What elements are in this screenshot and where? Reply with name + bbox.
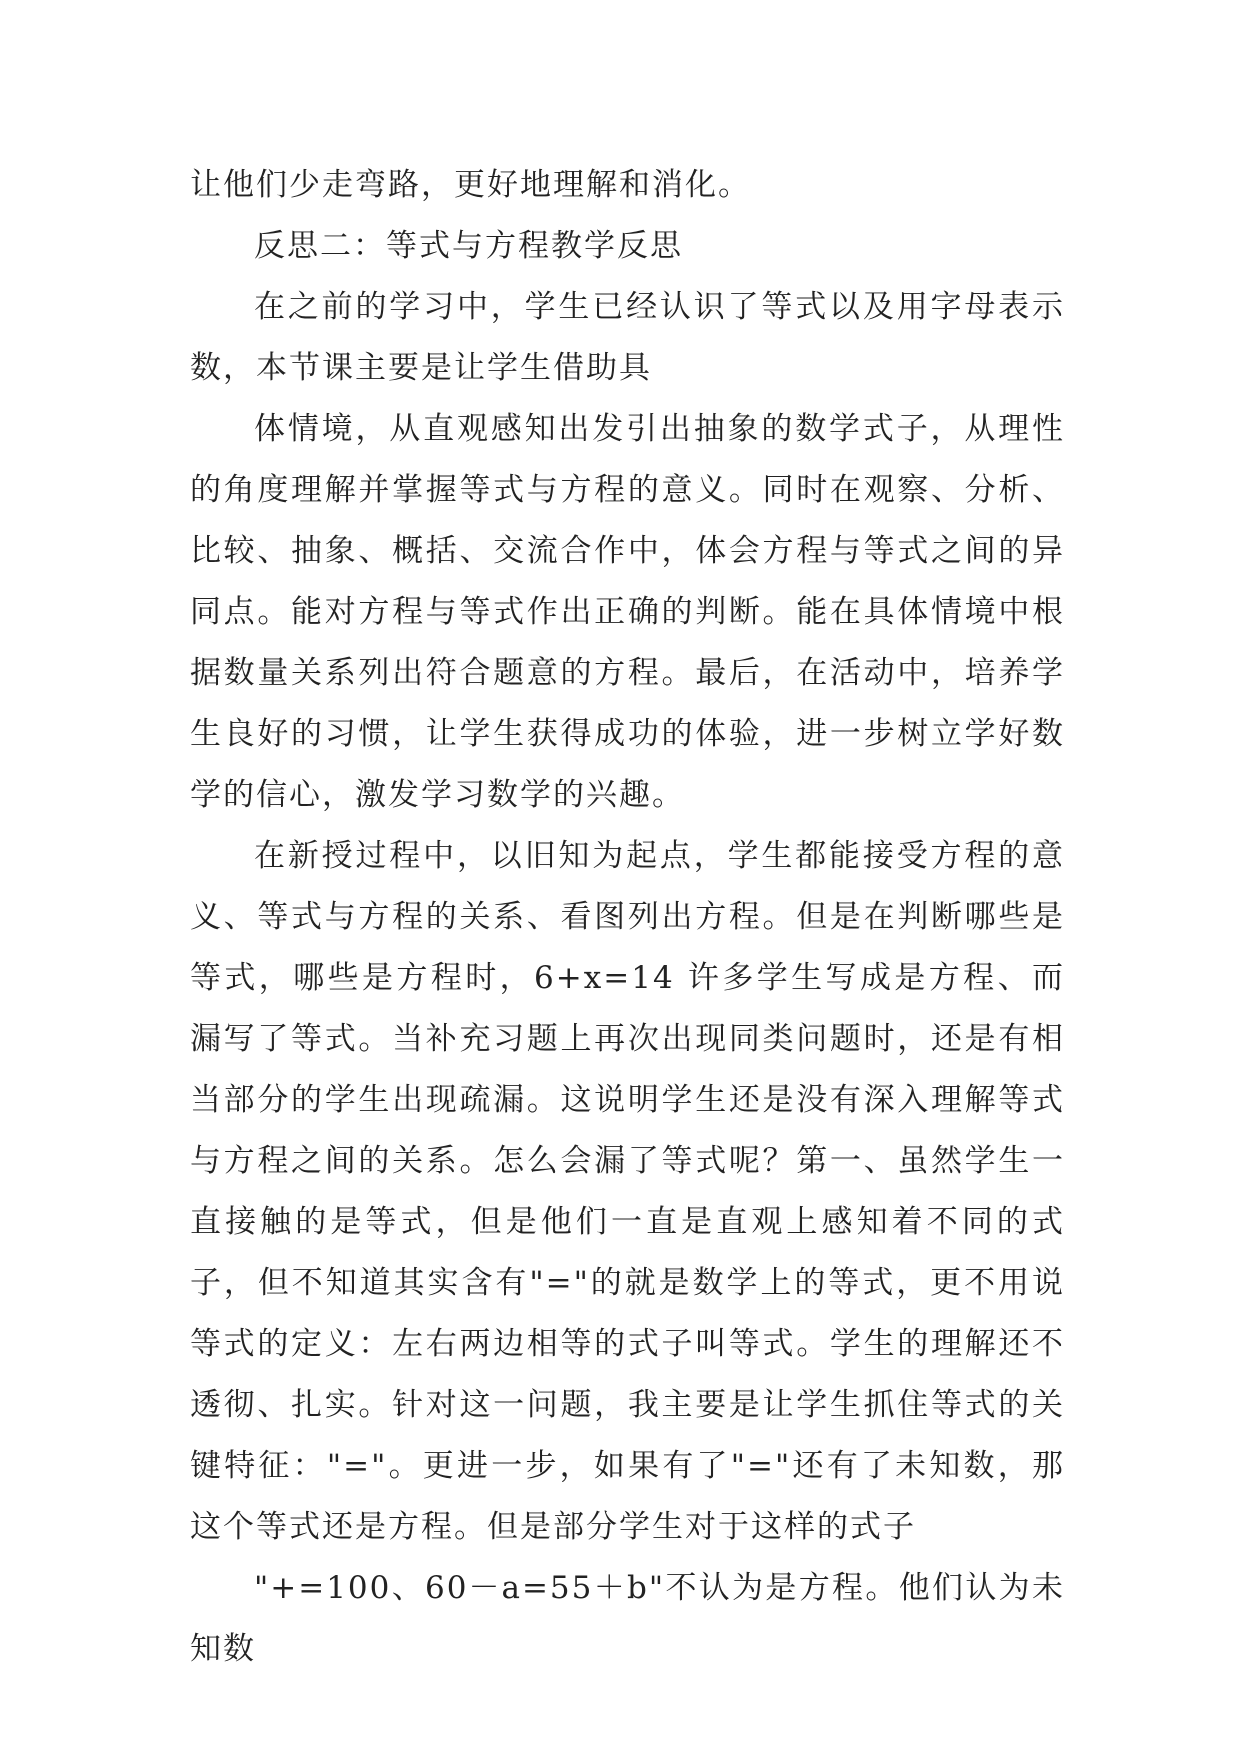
paragraph: 在之前的学习中，学生已经认识了等式以及用字母表示数，本节课主要是让学生借助具: [190, 289, 1065, 386]
paragraph: 让他们少走弯路，更好地理解和消化。: [190, 167, 751, 203]
paragraph: "+=100、60－a=55＋b"不认为是方程。他们认为未知数: [190, 1570, 1065, 1667]
paragraph-heading: 反思二：等式与方程教学反思: [254, 228, 683, 264]
paragraph: 在新授过程中，以旧知为起点，学生都能接受方程的意义、等式与方程的关系、看图列出方程。但是在判断哪些是等式，哪些是方程时，6+x=14 许多学生写成是方程、而漏写了等式。当补充习题上再次出现同类问题时，还是有相当部分的学生出现疏漏。这说明学生还是没有深入理解等式与方程之间的关系。怎么会漏了等式呢？第一、虽然学生一直接触的是等式，但是他们一直是直观上感知着不同的式子，但不知道其实含有"="的就是数学上的等式，更不用说等式的定义：左右两边相等的式子叫等式。学生的理解还不透彻、扎实。针对这一问题，我主要是让学生抓住等式的关键特征："="。更进一步，如果有了"="还有了未知数，那这个等式还是方程。但是部分学生对于这样的式子: [190, 838, 1065, 1545]
paragraph: 体情境，从直观感知出发引出抽象的数学式子，从理性的角度理解并掌握等式与方程的意义。同时在观察、分析、比较、抽象、概括、交流合作中，体会方程与等式之间的异同点。能对方程与等式作出正确的判断。能在具体情境中根据数量关系列出符合题意的方程。最后，在活动中，培养学生良好的习惯，让学生获得成功的体验，进一步树立学好数学的信心，激发学习数学的兴趣。: [190, 411, 1065, 813]
document-body: [190, 155, 1065, 1680]
